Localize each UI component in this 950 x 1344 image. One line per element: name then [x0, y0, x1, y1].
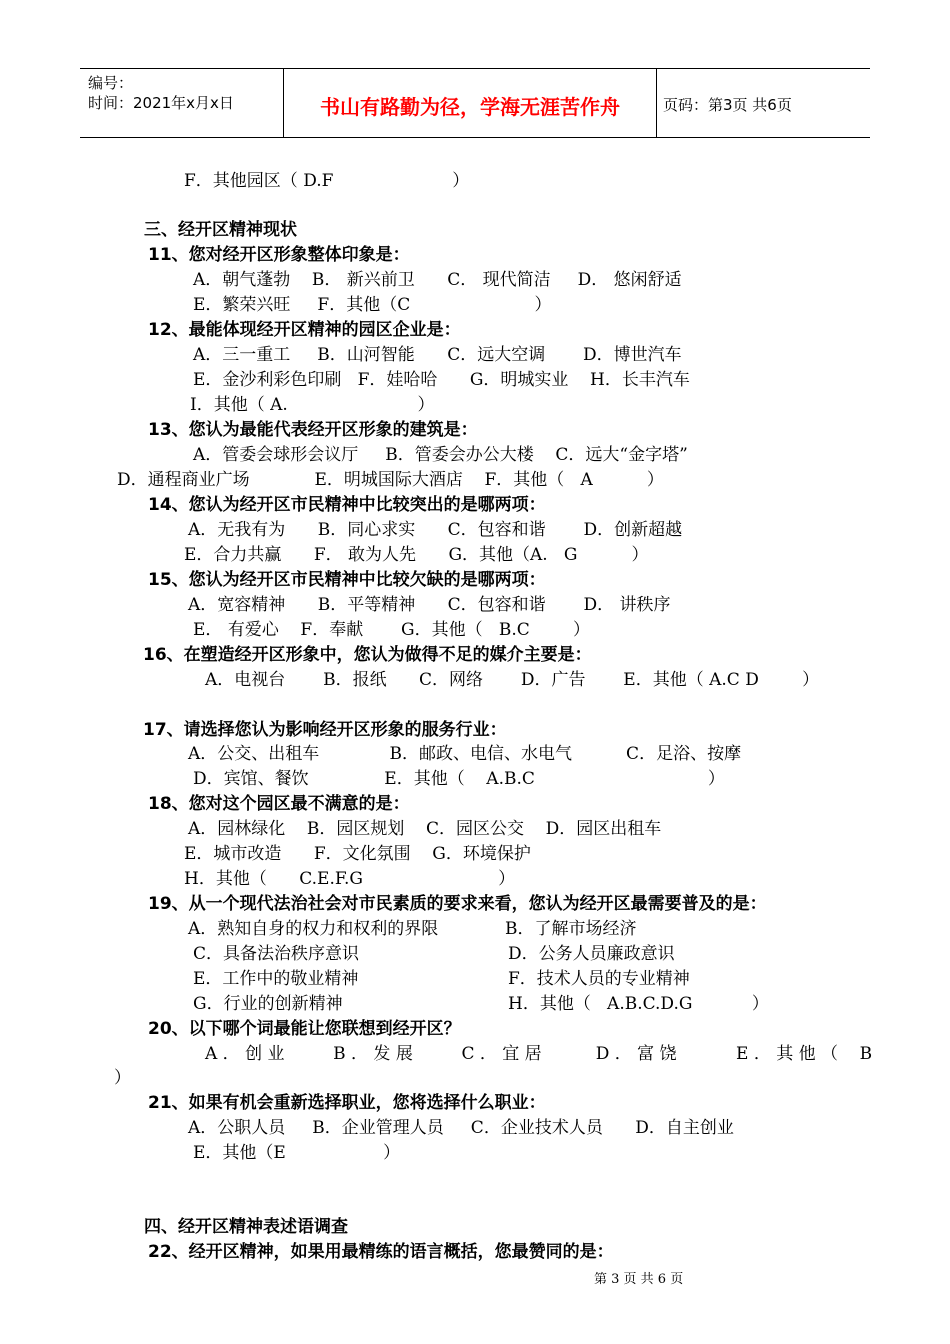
header-motto: 书山有路勤为径，学海无涯苦作舟	[320, 95, 620, 119]
option-line: E．其他（E ）	[193, 1143, 401, 1163]
option-line: A．公职人员 B．企业管理人员 C．企业技术人员 D．自主创业	[188, 1118, 734, 1138]
question: 18、您对这个园区最不满意的是：	[148, 794, 410, 814]
header-divider-right	[656, 69, 657, 137]
option-line: C．具备法治秩序意识	[193, 944, 360, 964]
option-line: ）	[114, 1068, 131, 1088]
option-line: A．园林绿化 B．园区规划 C．园区公交 D．园区出租车	[188, 819, 662, 839]
question: 21、如果有机会重新选择职业，您将选择什么职业：	[148, 1093, 546, 1113]
option-line: I．其他（ A. ）	[190, 395, 435, 415]
option-line: D．公务人员廉政意识	[508, 944, 675, 964]
option-line: G．行业的创新精神	[193, 994, 343, 1014]
option-line: A．朝气蓬勃 B． 新兴前卫 C． 现代简洁 D． 悠闲舒适	[193, 270, 682, 290]
question: 12、最能体现经开区精神的园区企业是：	[148, 320, 461, 340]
question: 11、您对经开区形象整体印象是：	[148, 245, 410, 265]
question: 22、经开区精神，如果用最精练的语言概括，您最赞同的是：	[148, 1242, 614, 1262]
question: 15、您认为经开区市民精神中比较欠缺的是哪两项：	[148, 570, 546, 590]
section-heading: 四、经开区精神表述语调查	[144, 1217, 348, 1237]
code-label: 编号：	[88, 74, 134, 92]
question: 13、您认为最能代表经开区形象的建筑是：	[148, 420, 478, 440]
header-divider-left	[283, 69, 284, 137]
option-line: D．通程商业广场 E．明城国际大酒店 F．其他（ A ）	[117, 470, 664, 490]
option-line: H．其他（ A.B.C.D.G ）	[508, 994, 769, 1014]
option-line: A．熟知自身的权力和权利的界限	[188, 919, 439, 939]
date-label: 时间：2021年x月x日	[88, 94, 234, 112]
question: 16、在塑造经开区形象中，您认为做得不足的媒介主要是：	[143, 645, 592, 665]
page-footer: 第 3 页 共 6 页	[594, 1272, 684, 1287]
option-line: F．其他园区（ D.F ）	[184, 171, 470, 191]
option-line: E．合力共赢 F． 敢为人先 G．其他（A. G ）	[184, 545, 649, 565]
option-line: A．宽容精神 B．平等精神 C．包容和谐 D． 讲秩序	[188, 595, 671, 615]
question: 14、您认为经开区市民精神中比较突出的是哪两项：	[148, 495, 546, 515]
option-line: D．宾馆、餐饮 E．其他（ A.B.C ）	[193, 769, 725, 789]
option-line: E．繁荣兴旺 F．其他（C ）	[193, 295, 552, 315]
option-line: E．工作中的敬业精神	[193, 969, 359, 989]
option-line: F．技术人员的专业精神	[508, 969, 690, 989]
option-line: E．金沙利彩色印刷 F．娃哈哈 G．明城实业 H．长丰汽车	[193, 370, 690, 390]
option-line: E．城市改造 F．文化氛围 G．环境保护	[184, 844, 531, 864]
option-line: A．无我有为 B．同心求实 C．包容和谐 D．创新超越	[188, 520, 683, 540]
option-line: A ． 创 业 B ． 发 展 C ． 宜 居 D ． 富 饶 E ． 其 他 （ B	[205, 1044, 873, 1064]
option-line: H．其他（ C.E.F.G ）	[184, 869, 516, 889]
header-page-label: 页码：第3页 共6页	[663, 96, 792, 114]
option-line: A．管委会球形会议厅 B．管委会办公大楼 C．远大“金字塔”	[193, 445, 688, 465]
option-line: A．公交、出租车 B．邮政、电信、水电气 C．足浴、按摩	[188, 744, 742, 764]
option-line: B．了解市场经济	[505, 919, 637, 939]
question: 20、以下哪个词最能让您联想到经开区？	[148, 1019, 461, 1039]
page-header	[80, 68, 870, 138]
section-heading: 三、经开区精神现状	[144, 220, 297, 240]
option-line: E． 有爱心 F．奉献 G．其他（ B.C ）	[193, 620, 590, 640]
option-line: A．电视台 B．报纸 C．网络 D．广告 E．其他（ A.C D ）	[205, 670, 820, 690]
question: 17、请选择您认为影响经开区形象的服务行业：	[143, 720, 507, 740]
question: 19、从一个现代法治社会对市民素质的要求来看，您认为经开区最需要普及的是：	[148, 894, 767, 914]
option-line: A．三一重工 B．山河智能 C．远大空调 D．博世汽车	[193, 345, 682, 365]
